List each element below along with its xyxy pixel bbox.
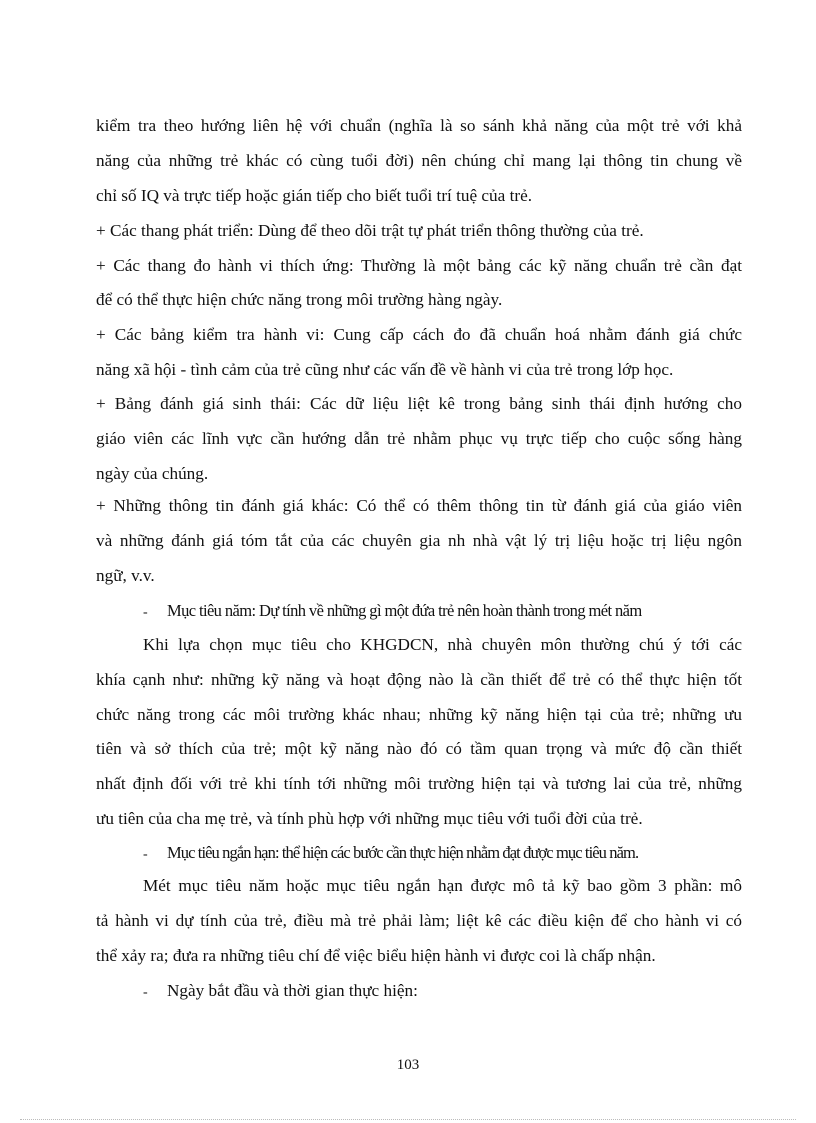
paragraph-line: Mét mục tiêu năm hoặc mục tiêu ngắn hạn được mô tả kỹ bao gồm 3 phần: mô (143, 876, 742, 895)
bullet-dash: - (143, 847, 147, 862)
paragraph-line: kiểm tra theo hướng liên hệ với chuẩn (nghĩa là so sánh khả năng của một trẻ với khả (96, 116, 742, 135)
bullet-item-short-term-goal (143, 843, 743, 865)
paragraph-line: ngày của chúng. (96, 464, 209, 483)
paragraph-line: chỉ số IQ và trực tiếp hoặc gián tiếp cho biết tuổi trí tuệ của trẻ. (96, 186, 532, 205)
bullet-item-start-date (143, 981, 743, 1003)
paragraph-line: chức năng trong các môi trường khác nhau; những kỹ năng hiện tại của trẻ; những ưu (96, 705, 742, 724)
paragraph-line: ưu tiên của cha mẹ trẻ, và tính phù hợp với những mục tiêu với tuổi đời của trẻ. (96, 809, 643, 828)
bullet-dash: - (143, 985, 148, 1000)
paragraph-line: + Bảng đánh giá sinh thái: Các dữ liệu liệt kê trong bảng sinh thái định hướng cho (96, 394, 742, 413)
bullet-item-annual-goal (143, 601, 743, 623)
paragraph-line: giáo viên các lĩnh vực cần hướng dẫn trẻ nhằm phục vụ trực tiếp cho cuộc sống hàng (96, 429, 742, 448)
paragraph-line: + Những thông tin đánh giá khác: Có thể có thêm thông tin từ đánh giá của giáo viên (96, 496, 742, 515)
bullet-text: Ngày bắt đầu và thời gian thực hiện: (167, 981, 418, 1000)
paragraph-line: nhất định đối với trẻ khi tính tới những môi trường hiện tại và tương lai của trẻ, những (96, 774, 742, 793)
paragraph-line: ngữ, v.v. (96, 566, 155, 585)
paragraph-line: Khi lựa chọn mục tiêu cho KHGDCN, nhà chuyên môn thường chú ý tới các (143, 635, 742, 654)
paragraph-line: thể xảy ra; đưa ra những tiêu chí để việc biểu hiện hành vi được coi là chấp nhận. (96, 946, 656, 965)
paragraph-line: + Các thang đo hành vi thích ứng: Thường là một bảng các kỹ năng chuẩn trẻ cần đạt (96, 256, 742, 275)
bullet-dash: - (143, 605, 148, 620)
page-number: 103 (396, 1057, 420, 1073)
paragraph-line: năng xã hội - tình cảm của trẻ cũng như các vấn đề về hành vi của trẻ trong lớp học. (96, 360, 674, 379)
paragraph-line: để có thể thực hiện chức năng trong môi trường hàng ngày. (96, 290, 503, 309)
paragraph-line: + Các thang phát triển: Dùng để theo dõi trật tự phát triển thông thường của trẻ. (96, 221, 644, 240)
paragraph-line: và những đánh giá tóm tắt của các chuyên gia nh nhà vật lý trị liệu hoặc trị liệu ngôn (96, 531, 742, 550)
paragraph-line: năng của những trẻ khác có cùng tuổi đời) nên chúng chỉ mang lại thông tin chung về (96, 151, 742, 170)
paragraph-line: tiên và sở thích của trẻ; một kỹ năng nào đó có tầm quan trọng và mức độ cần thiết (96, 739, 742, 758)
paragraph-line: khía cạnh như: những kỹ năng và hoạt động nào là cần thiết để trẻ có thể thực hiện tốt (96, 670, 742, 689)
bullet-text: Mục tiêu năm: Dự tính về những gì một đứa trẻ nên hoàn thành trong mét năm (167, 601, 642, 620)
paragraph-line: tả hành vi dự tính của trẻ, điều mà trẻ phải làm; liệt kê các điều kiện để cho hành vi có (96, 911, 742, 930)
paragraph-line: + Các bảng kiểm tra hành vi: Cung cấp cách đo đã chuẩn hoá nhằm đánh giá chức (96, 325, 742, 344)
footer-divider (20, 1119, 796, 1120)
bullet-text: Mục tiêu ngắn hạn: thể hiện các bước cần thực hiện nhằm đạt được mục tiêu năm. (167, 843, 639, 862)
